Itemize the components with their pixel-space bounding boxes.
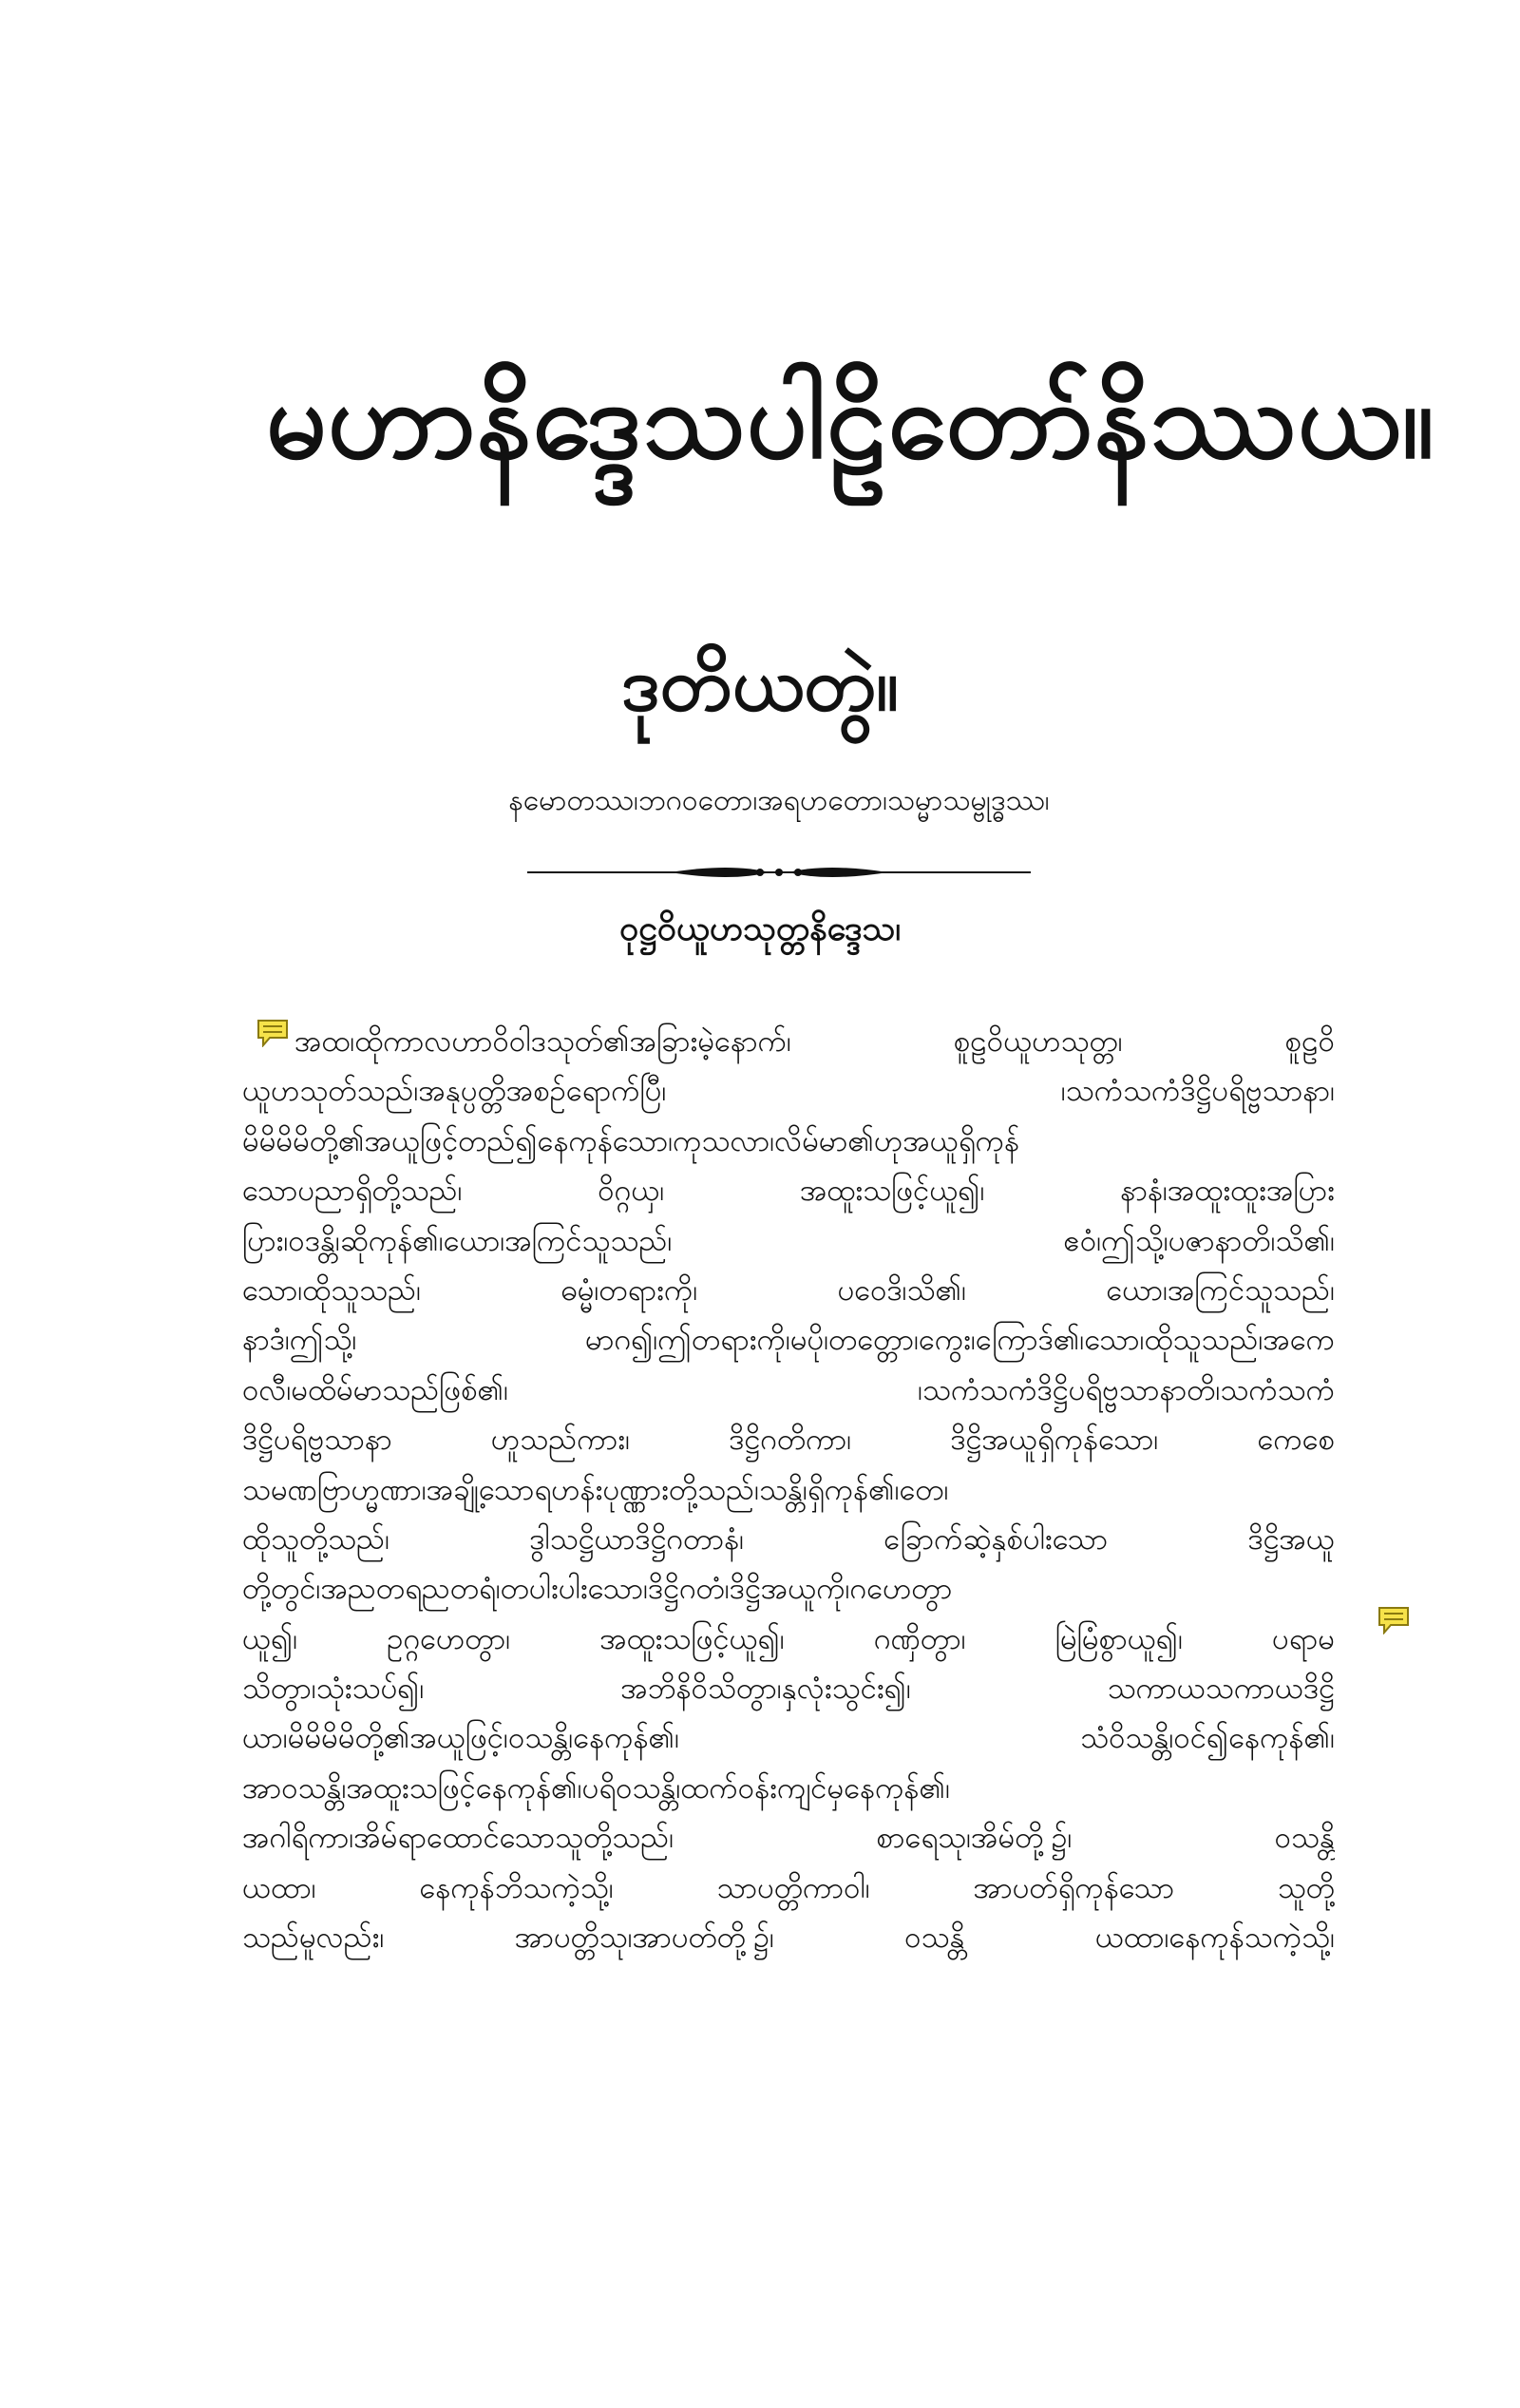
body-line: ပြား၊ဝဒန္တိ၊ဆိုကုန်၏၊ယော၊အကြင်သူသည်၊ ဧဝံ၊ဤသို့၊ပဇာနာတိ၊သိ၏၊ [242,1223,1335,1258]
body-line: ယူဟသုတ်သည်၊အနုပ္ပတ္တိအစဉ်ရောက်ပြီ၊ ၊သကံသကံဒိဋ္ဌိပရိဗ္ဗသာနာ၊ [242,1074,1335,1109]
body-line: သိတွာ၊သုံးသပ်၍၊ အဘိနိဝိသိတွာ၊နှလုံးသွင်း၍၊ သကာယသကာယဒိဋ္ဌိ [242,1672,1335,1707]
body-line: သည်မူလည်း၊ အာပတ္တိသု၊အာပတ်တို့၌၊ ဝသန္တိ ယထာ၊နေကုန်သကဲ့သို့၊ [242,1921,1335,1956]
body-line: နာဒံ၊ဤသို့၊ မာဂ၍၊ဤတရားကို၊မပို၊တတ္တော၊ကွေး၊ကြောဒ်၏၊သော၊ထိုသူသည်၊အကေ [242,1323,1335,1358]
body-line: တို့တွင်၊အညတရညတရံ၊တပါးပါးသော၊ဒိဋ္ဌိဂတံ၊ဒိဋ္ဌိအယူကို၊ဂဟေတွာ [242,1572,953,1607]
ornament-divider-icon [527,860,1031,885]
volume-subtitle: ဒုတိယတွဲ။ [621,641,899,728]
body-line: အာဝသန္တိ၊အထူးသဖြင့်နေကုန်၏၊ပရိဝသန္တိ၊ထက်ဝန်းကျင်မှနေကုန်၏၊ [242,1770,950,1806]
body-line: အဂါရိကာ၊အိမ်ရာထောင်သောသူတို့သည်၊ စာရေသု၊အိမ်တို့၌၊ ဝသန္တိ [242,1821,1335,1856]
body-text [242,1017,1335,2157]
body-line: မိမိမိမိတို့၏အယူဖြင့်တည်၍နေကုန်သော၊ကုသလာ၊လိမ်မာ၏ဟုအယူရှိကုန် [242,1123,1020,1158]
body-line: ထိုသူတို့သည်၊ ဒွါသဋ္ဌိယာဒိဋ္ဌိဂတာနံ၊ ခြောက်ဆဲ့နှစ်ပါးသော ဒိဋ္ဌိအယူ [242,1521,1335,1557]
body-line: ယာ၊မိမိမိမိတို့၏အယူဖြင့်၊ဝသန္တိ၊နေကုန်၏၊ သံဝိသန္တိ၊ဝင်၍နေကုန်၏၊ [242,1721,1335,1756]
body-line: သောပညာရှိတို့သည်၊ ဝိဂ္ဂယှ၊ အထူးသဖြင့်ယူ၍၊ နာနံ၊အထူးထူးအပြား [242,1174,1335,1209]
body-line: သမဏဗြာဟ္မဏာ၊အချို့သောရဟန်းပုဏ္ဏားတို့သည်၊သန္တိ၊ရှိကုန်၏၊တေ၊ [242,1472,949,1507]
body-line: အထ၊ထိုကာလဟာဝိဝါဒသုတ်၏အခြားမဲ့နောက်၊ စူဠဝိယူဟသုတ္တ၊ စူဠဝိ [294,1024,1335,1059]
chapter-heading: ဝုဋ္ဌဝိယူဟသုတ္တနိဒ္ဒေသ၊ [618,908,902,948]
body-line: ယူ၍၊ ဥဂ္ဂဟေတွာ၊ အထူးသဖြင့်ယူ၍၊ ဂဏှိတွာ၊ မြဲမြံစွာယူ၍၊ ပရာမ [242,1621,1335,1656]
body-line: သော၊ထိုသူသည်၊ ဓမ္မံ၊တရားကို၊ ပဝေဒိ၊သိ၏၊ ယော၊အကြင်သူသည်၊ [242,1272,1335,1308]
comment-note-icon[interactable] [1378,1606,1410,1634]
body-line: ဒိဋ္ဌိပရိဗ္ဗသာနာ ဟူသည်ကား၊ ဒိဋ္ဌိဂတိကာ၊ ဒိဋ္ဌိအယူရှိကုန်သော၊ ကေစေ [242,1423,1335,1458]
homage-line: နမောတဿ၊ဘဂဝတော၊အရဟတော၊သမ္မာသမ္ဗုဒ္ဓဿ၊ [508,784,1050,817]
page-title: မဟာနိဒ္ဒေသပါဠိတော်နိဿယ။ [266,358,1435,483]
body-line: ယထာ၊ နေကုန်ဘိသကဲ့သို့၊ သာပတ္တိကာဝါ၊ အာပတ်ရှိကုန်သော သူတို့ [242,1870,1335,1905]
body-line: ဝလီ၊မထိမ်မာသည်ဖြစ်၏၊ ၊သကံသကံဒိဋ္ဌိပရိဗ္ဗသာနာတိ၊သကံသကံ [242,1372,1335,1407]
